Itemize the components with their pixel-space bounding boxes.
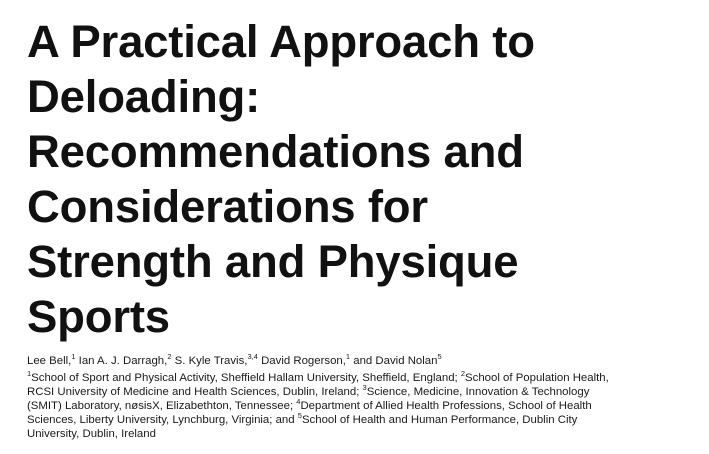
affiliation-text: School of Health and Human Performance, Dublin City xyxy=(301,414,578,427)
affiliation-line xyxy=(27,396,702,413)
affiliation-text: Science, Medicine, Innovation & Technology xyxy=(366,386,590,399)
title-line: Strength and Physique xyxy=(27,236,519,287)
affiliation-line xyxy=(27,427,702,441)
title-line: Deloading: xyxy=(27,71,261,122)
author-name: David Rogerson, xyxy=(261,355,346,367)
title-line: A Practical Approach to xyxy=(27,16,535,67)
author-name: Lee Bell, xyxy=(27,355,72,367)
affiliation-line xyxy=(27,410,702,427)
affiliation-text: RCSI University of Medicine and Health Sciences, Dublin, Ireland; xyxy=(27,386,363,399)
author-affiliation-marker: 1 xyxy=(71,351,76,361)
author-affiliation-marker: 5 xyxy=(437,351,442,361)
author-name: and David Nolan xyxy=(353,355,438,367)
affiliation-marker: 2 xyxy=(460,368,466,378)
title-line: Sports xyxy=(27,291,170,342)
affiliation-text: School of Sport and Physical Activity, Sheffield Hallam University, Sheffield, England; xyxy=(31,372,461,384)
article-title xyxy=(27,14,707,344)
author-name: S. Kyle Travis, xyxy=(174,355,248,367)
affiliation-marker: 4 xyxy=(296,396,301,406)
affiliation-text: Department of Allied Health Professions, School of Health xyxy=(300,400,592,413)
affiliation-text: (SMIT) Laboratory, nøsisX, Elizabethton, Tennessee; xyxy=(27,400,297,413)
affiliation-marker: 5 xyxy=(297,410,302,420)
author-list xyxy=(27,351,702,368)
author-affiliation-marker: 1 xyxy=(345,351,351,361)
title-line: Recommendations and xyxy=(27,126,524,177)
affiliation-marker: 1 xyxy=(27,368,32,378)
affiliation-line xyxy=(27,382,702,399)
title-line: Considerations for xyxy=(27,181,428,232)
affiliation-marker: 3 xyxy=(362,382,367,392)
author-name: Ian A. J. Darragh, xyxy=(78,355,168,367)
author-affiliation-marker: 3,4 xyxy=(247,351,258,361)
affiliation-text: School of Population Health, xyxy=(465,372,609,384)
affiliation-text: Sciences, Liberty University, Lynchburg, Virginia; and xyxy=(27,414,298,427)
affiliation-text: University, Dublin, Ireland xyxy=(27,428,156,441)
author-affiliation-marker: 2 xyxy=(167,351,172,361)
affiliation-list xyxy=(27,368,702,441)
